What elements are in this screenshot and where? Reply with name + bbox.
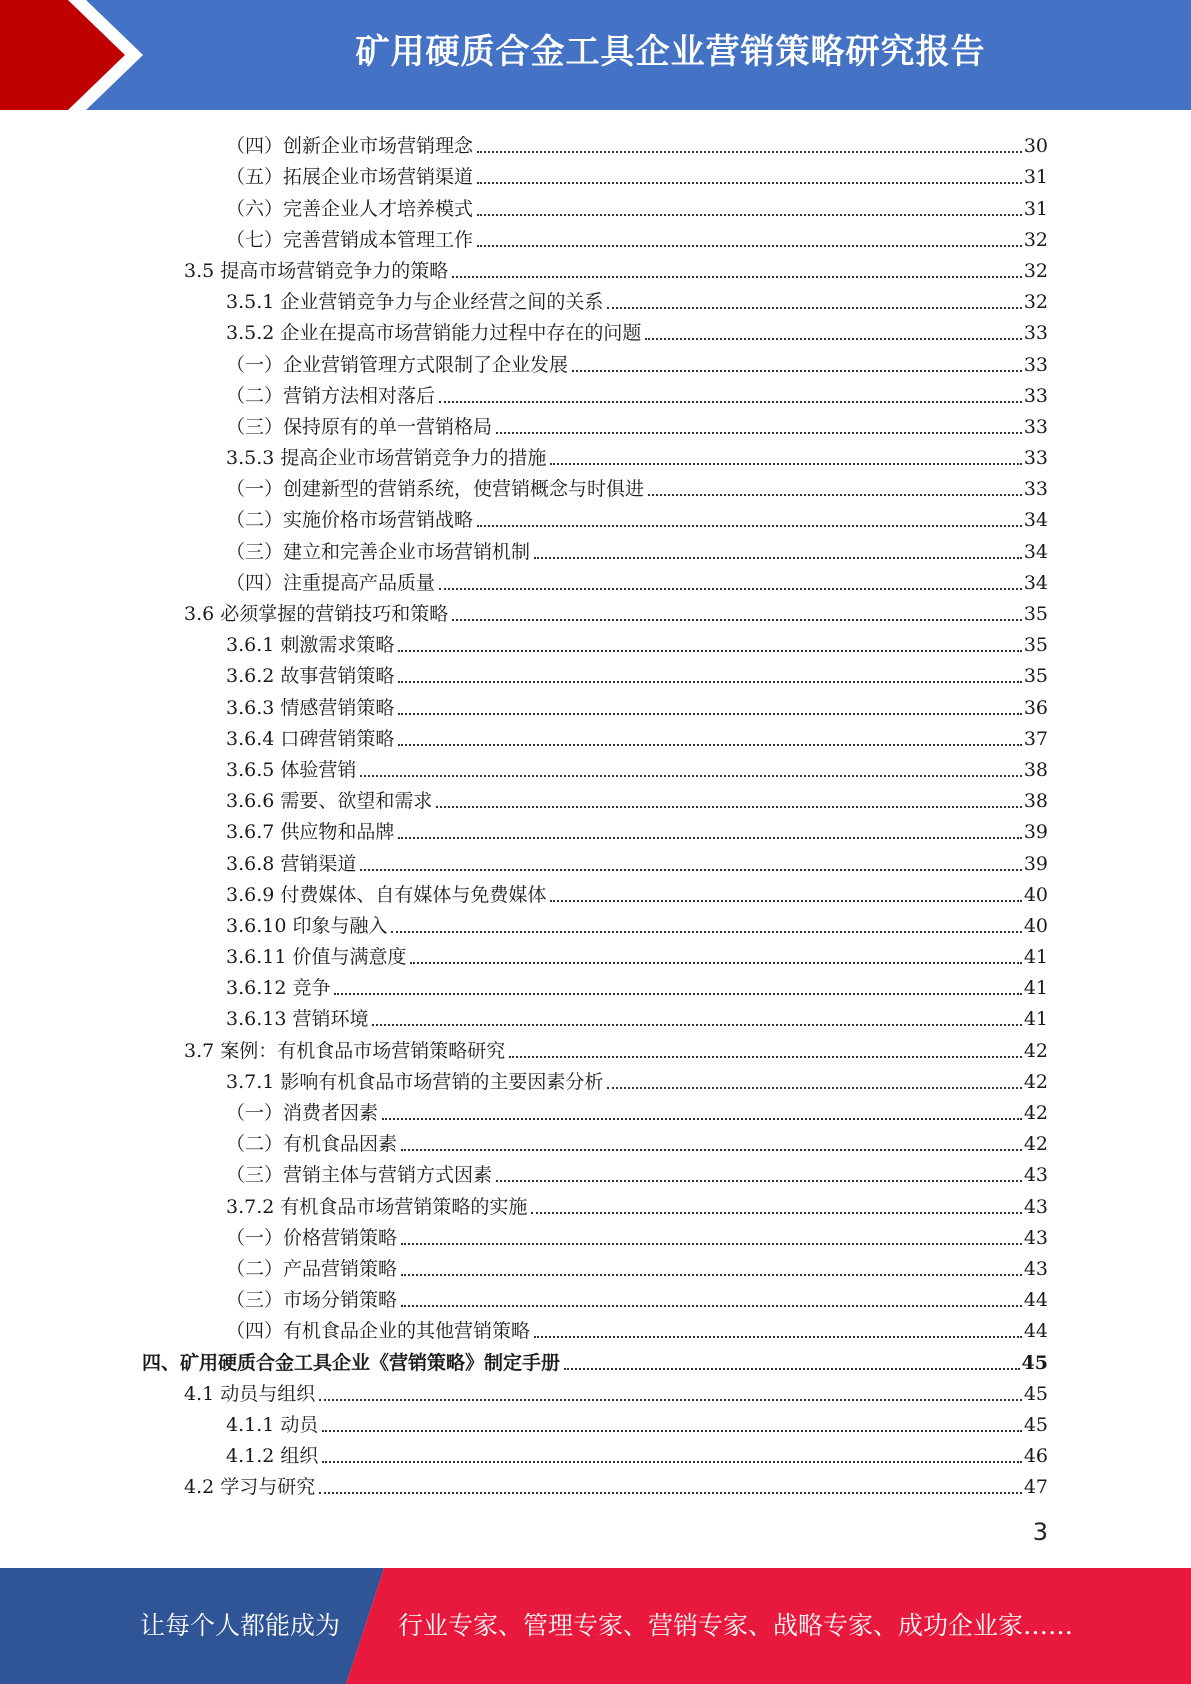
toc-dot-leader bbox=[372, 1024, 1021, 1026]
toc-dot-leader bbox=[564, 1368, 1020, 1370]
toc-entry-page: 39 bbox=[1023, 852, 1048, 875]
toc-entry-title: （四）注重提高产品质量 bbox=[226, 571, 436, 594]
toc-entry-page: 36 bbox=[1023, 696, 1048, 719]
toc-entry-page: 42 bbox=[1023, 1133, 1048, 1156]
toc-dot-leader bbox=[531, 1212, 1021, 1214]
toc-dot-leader bbox=[607, 307, 1021, 309]
toc-dot-leader bbox=[322, 1430, 1021, 1432]
toc-entry-page: 31 bbox=[1023, 197, 1048, 220]
toc-entry[interactable] bbox=[0, 1282, 1191, 1313]
toc-dot-leader bbox=[401, 1149, 1022, 1151]
toc-entry[interactable] bbox=[0, 1376, 1191, 1407]
toc-entry-title: 3.6.1 刺激需求策略 bbox=[226, 634, 395, 657]
toc-entry[interactable] bbox=[0, 128, 1191, 159]
toc-dot-leader bbox=[439, 401, 1022, 403]
toc-entry-title: （二）有机食品因素 bbox=[226, 1133, 398, 1156]
page-number: 3 bbox=[1032, 1518, 1048, 1546]
toc-entry-page: 45 bbox=[1023, 1382, 1048, 1405]
footer-slogan-left: 让每个人都能成为 bbox=[140, 1611, 341, 1640]
toc-entry-page: 40 bbox=[1023, 914, 1048, 937]
toc-entry[interactable] bbox=[0, 970, 1191, 1001]
page-header bbox=[0, 0, 1191, 110]
toc-entry-title: （二）产品营销策略 bbox=[226, 1257, 398, 1280]
toc-entry-title: 3.6.12 竞争 bbox=[226, 977, 331, 1000]
toc-dot-leader bbox=[401, 1305, 1022, 1307]
page-footer bbox=[0, 1568, 1191, 1684]
toc-dot-leader bbox=[645, 338, 1021, 340]
toc-entry[interactable] bbox=[0, 596, 1191, 627]
toc-entry[interactable] bbox=[0, 627, 1191, 658]
toc-entry-title: 四、矿用硬质合金工具企业《营销策略》制定手册 bbox=[142, 1351, 561, 1374]
toc-entry-title: （四）有机食品企业的其他营销策略 bbox=[226, 1320, 531, 1343]
toc-entry-title: 3.6.8 营销渠道 bbox=[226, 852, 357, 875]
toc-dot-leader bbox=[572, 370, 1022, 372]
toc-entry-title: （一）创建新型的营销系统，使营销概念与时俱进 bbox=[226, 478, 645, 501]
toc-dot-leader bbox=[322, 1461, 1021, 1463]
toc-entry[interactable] bbox=[0, 1064, 1191, 1095]
toc-entry-page: 42 bbox=[1023, 1102, 1048, 1124]
toc-entry-title: （二）实施价格市场营销战略 bbox=[226, 509, 474, 532]
toc-entry[interactable] bbox=[0, 752, 1191, 783]
toc-dot-leader bbox=[334, 993, 1021, 995]
toc-dot-leader bbox=[477, 245, 1022, 247]
toc-entry[interactable] bbox=[0, 1438, 1191, 1469]
toc-entry-page: 34 bbox=[1023, 571, 1048, 594]
toc-entry-page: 42 bbox=[1023, 1070, 1048, 1093]
toc-dot-leader bbox=[382, 1118, 1022, 1120]
toc-entry[interactable] bbox=[0, 565, 1191, 596]
toc-entry[interactable] bbox=[0, 440, 1191, 471]
toc-entry-page: 44 bbox=[1023, 1320, 1048, 1343]
toc-dot-leader bbox=[648, 494, 1022, 496]
toc-dot-leader bbox=[509, 1056, 1022, 1058]
toc-entry-title: （四）创新企业市场营销理念 bbox=[226, 135, 474, 158]
toc-entry-title: （一）价格营销策略 bbox=[226, 1226, 398, 1249]
table-of-contents bbox=[0, 128, 1191, 1500]
toc-dot-leader bbox=[401, 1243, 1022, 1245]
toc-entry-title: （三）建立和完善企业市场营销机制 bbox=[226, 540, 531, 563]
toc-entry[interactable] bbox=[0, 721, 1191, 752]
toc-entry-page: 33 bbox=[1023, 415, 1048, 438]
toc-dot-leader bbox=[550, 463, 1021, 465]
toc-entry-title: 3.6.11 价值与满意度 bbox=[226, 946, 407, 969]
toc-dot-leader bbox=[398, 837, 1021, 839]
toc-dot-leader bbox=[360, 775, 1021, 777]
toc-entry-page: 38 bbox=[1023, 758, 1048, 781]
toc-dot-leader bbox=[398, 681, 1021, 683]
toc-entry-title: （一）企业营销管理方式限制了企业发展 bbox=[226, 353, 569, 376]
toc-entry[interactable] bbox=[0, 346, 1191, 377]
toc-dot-leader bbox=[534, 1336, 1022, 1338]
toc-entry-page: 34 bbox=[1023, 509, 1048, 532]
toc-entry[interactable] bbox=[0, 471, 1191, 502]
toc-entry[interactable] bbox=[0, 939, 1191, 970]
toc-entry-page: 47 bbox=[1023, 1476, 1048, 1499]
toc-entry[interactable] bbox=[0, 658, 1191, 689]
toc-entry-page: 43 bbox=[1023, 1257, 1048, 1280]
toc-entry-title: 4.1 动员与组织 bbox=[184, 1382, 316, 1405]
toc-entry-page: 42 bbox=[1023, 1039, 1048, 1062]
toc-dot-leader bbox=[496, 1180, 1022, 1182]
toc-entry-title: 3.7.1 影响有机食品市场营销的主要因素分析 bbox=[226, 1070, 604, 1093]
toc-entry-title: 3.6.6 需要、欲望和需求 bbox=[226, 790, 433, 813]
toc-dot-leader bbox=[452, 276, 1022, 278]
toc-entry[interactable] bbox=[0, 783, 1191, 814]
toc-entry[interactable] bbox=[0, 1220, 1191, 1251]
toc-entry-page: 46 bbox=[1023, 1445, 1048, 1468]
toc-entry-page: 43 bbox=[1023, 1195, 1048, 1218]
toc-entry[interactable] bbox=[0, 908, 1191, 939]
toc-entry[interactable] bbox=[0, 222, 1191, 253]
toc-entry-title: 3.5.2 企业在提高市场营销能力过程中存在的问题 bbox=[226, 322, 642, 345]
toc-entry[interactable] bbox=[0, 253, 1191, 284]
toc-dot-leader bbox=[607, 1087, 1021, 1089]
toc-entry[interactable] bbox=[0, 1001, 1191, 1032]
toc-entry[interactable] bbox=[0, 689, 1191, 720]
toc-entry-page: 33 bbox=[1023, 353, 1048, 376]
toc-entry-title: 3.6.9 付费媒体、自有媒体与免费媒体 bbox=[226, 883, 547, 906]
toc-entry-title: 3.6.3 情感营销策略 bbox=[226, 696, 395, 719]
toc-entry[interactable] bbox=[0, 845, 1191, 876]
toc-entry-page: 34 bbox=[1023, 540, 1048, 563]
toc-entry[interactable] bbox=[0, 284, 1191, 315]
toc-dot-leader bbox=[398, 713, 1021, 715]
toc-dot-leader bbox=[496, 432, 1022, 434]
toc-entry-page: 35 bbox=[1023, 665, 1048, 688]
toc-entry-page: 38 bbox=[1023, 790, 1048, 813]
toc-dot-leader bbox=[398, 650, 1021, 652]
toc-entry-title: （七）完善营销成本管理工作 bbox=[226, 228, 474, 251]
toc-dot-leader bbox=[319, 1492, 1022, 1494]
toc-entry-title: 3.6.10 印象与融入 bbox=[226, 914, 388, 937]
toc-dot-leader bbox=[398, 744, 1021, 746]
toc-entry[interactable] bbox=[0, 315, 1191, 346]
toc-entry-title: 3.6.2 故事营销策略 bbox=[226, 665, 395, 688]
toc-entry-title: 4.1.1 动员 bbox=[226, 1413, 319, 1436]
toc-entry[interactable] bbox=[0, 1032, 1191, 1063]
toc-entry[interactable] bbox=[0, 1095, 1191, 1126]
toc-entry-page: 44 bbox=[1023, 1289, 1048, 1312]
toc-entry[interactable] bbox=[0, 1407, 1191, 1438]
toc-entry-title: 3.7 案例：有机食品市场营销策略研究 bbox=[184, 1039, 506, 1062]
toc-entry-page: 33 bbox=[1023, 447, 1048, 470]
toc-entry[interactable] bbox=[0, 1188, 1191, 1219]
toc-entry[interactable] bbox=[0, 814, 1191, 845]
toc-entry-title: 4.1.2 组织 bbox=[226, 1445, 319, 1468]
toc-entry[interactable] bbox=[0, 1251, 1191, 1282]
toc-dot-leader bbox=[391, 931, 1021, 933]
toc-entry-page: 45 bbox=[1023, 1413, 1048, 1436]
toc-entry-title: 4.2 学习与研究 bbox=[184, 1476, 316, 1499]
toc-entry-page: 43 bbox=[1023, 1164, 1048, 1187]
toc-dot-leader bbox=[477, 214, 1022, 216]
toc-dot-leader bbox=[401, 1274, 1022, 1276]
toc-entry-page: 37 bbox=[1023, 727, 1048, 750]
toc-entry-title: （二）营销方法相对落后 bbox=[226, 384, 436, 407]
toc-entry-page: 41 bbox=[1023, 946, 1048, 969]
toc-dot-leader bbox=[360, 869, 1021, 871]
toc-dot-leader bbox=[477, 151, 1022, 153]
toc-entry-page: 39 bbox=[1023, 821, 1048, 844]
toc-entry-title: （一）消费者因素 bbox=[226, 1102, 379, 1124]
toc-entry-title: 3.5.1 企业营销竞争力与企业经营之间的关系 bbox=[226, 291, 604, 314]
toc-entry[interactable] bbox=[0, 1469, 1191, 1500]
toc-entry[interactable] bbox=[0, 1313, 1191, 1344]
toc-entry[interactable] bbox=[0, 1344, 1191, 1375]
toc-entry-page: 40 bbox=[1023, 883, 1048, 906]
toc-dot-leader bbox=[452, 619, 1022, 621]
toc-entry-page: 33 bbox=[1023, 478, 1048, 501]
toc-entry[interactable] bbox=[0, 502, 1191, 533]
document-title: 矿用硬质合金工具企业营销策略研究报告 bbox=[355, 32, 986, 72]
toc-entry[interactable] bbox=[0, 1157, 1191, 1188]
toc-dot-leader bbox=[410, 962, 1021, 964]
toc-entry[interactable] bbox=[0, 1126, 1191, 1157]
toc-entry-page: 32 bbox=[1023, 228, 1048, 251]
toc-entry-title: 3.6.13 营销环境 bbox=[226, 1008, 369, 1031]
toc-entry-title: （三）营销主体与营销方式因素 bbox=[226, 1164, 493, 1187]
toc-entry-title: 3.6 必须掌握的营销技巧和策略 bbox=[184, 603, 449, 625]
toc-entry-page: 33 bbox=[1023, 322, 1048, 345]
toc-entry-page: 41 bbox=[1023, 977, 1048, 1000]
toc-entry-title: 3.7.2 有机食品市场营销策略的实施 bbox=[226, 1195, 528, 1218]
toc-dot-leader bbox=[550, 900, 1021, 902]
toc-entry[interactable] bbox=[0, 533, 1191, 564]
toc-dot-leader bbox=[534, 557, 1022, 559]
toc-entry-page: 33 bbox=[1023, 384, 1048, 407]
toc-entry-page: 30 bbox=[1023, 135, 1048, 158]
toc-entry-page: 45 bbox=[1021, 1351, 1048, 1374]
toc-entry[interactable] bbox=[0, 409, 1191, 440]
toc-entry-title: 3.5 提高市场营销竞争力的策略 bbox=[184, 259, 449, 282]
toc-dot-leader bbox=[477, 525, 1022, 527]
toc-dot-leader bbox=[436, 806, 1021, 808]
toc-entry-page: 43 bbox=[1023, 1226, 1048, 1249]
toc-entry-title: 3.6.5 体验营销 bbox=[226, 758, 357, 781]
toc-entry-title: （六）完善企业人才培养模式 bbox=[226, 197, 474, 220]
toc-entry[interactable] bbox=[0, 877, 1191, 908]
toc-entry-page: 32 bbox=[1023, 259, 1048, 282]
toc-entry[interactable] bbox=[0, 190, 1191, 221]
toc-entry-title: （三）保持原有的单一营销格局 bbox=[226, 415, 493, 438]
toc-entry-page: 32 bbox=[1023, 291, 1048, 314]
toc-entry-title: （三）市场分销策略 bbox=[226, 1289, 398, 1312]
toc-dot-leader bbox=[477, 182, 1022, 184]
toc-entry-page: 31 bbox=[1023, 166, 1048, 189]
toc-dot-leader bbox=[439, 588, 1022, 590]
toc-entry-title: 3.5.3 提高企业市场营销竞争力的措施 bbox=[226, 447, 547, 470]
toc-entry-title: （五）拓展企业市场营销渠道 bbox=[226, 166, 474, 189]
toc-entry[interactable] bbox=[0, 378, 1191, 409]
toc-entry[interactable] bbox=[0, 159, 1191, 190]
toc-dot-leader bbox=[319, 1399, 1022, 1401]
toc-entry-page: 35 bbox=[1023, 603, 1048, 625]
chevron-arrow-icon bbox=[0, 0, 160, 110]
toc-entry-page: 35 bbox=[1023, 634, 1048, 657]
toc-entry-title: 3.6.4 口碑营销策略 bbox=[226, 727, 395, 750]
toc-entry-title: 3.6.7 供应物和品牌 bbox=[226, 821, 395, 844]
footer-slogan-right: 行业专家、管理专家、营销专家、战略专家、成功企业家…… bbox=[398, 1611, 1074, 1640]
toc-entry-page: 41 bbox=[1023, 1008, 1048, 1031]
